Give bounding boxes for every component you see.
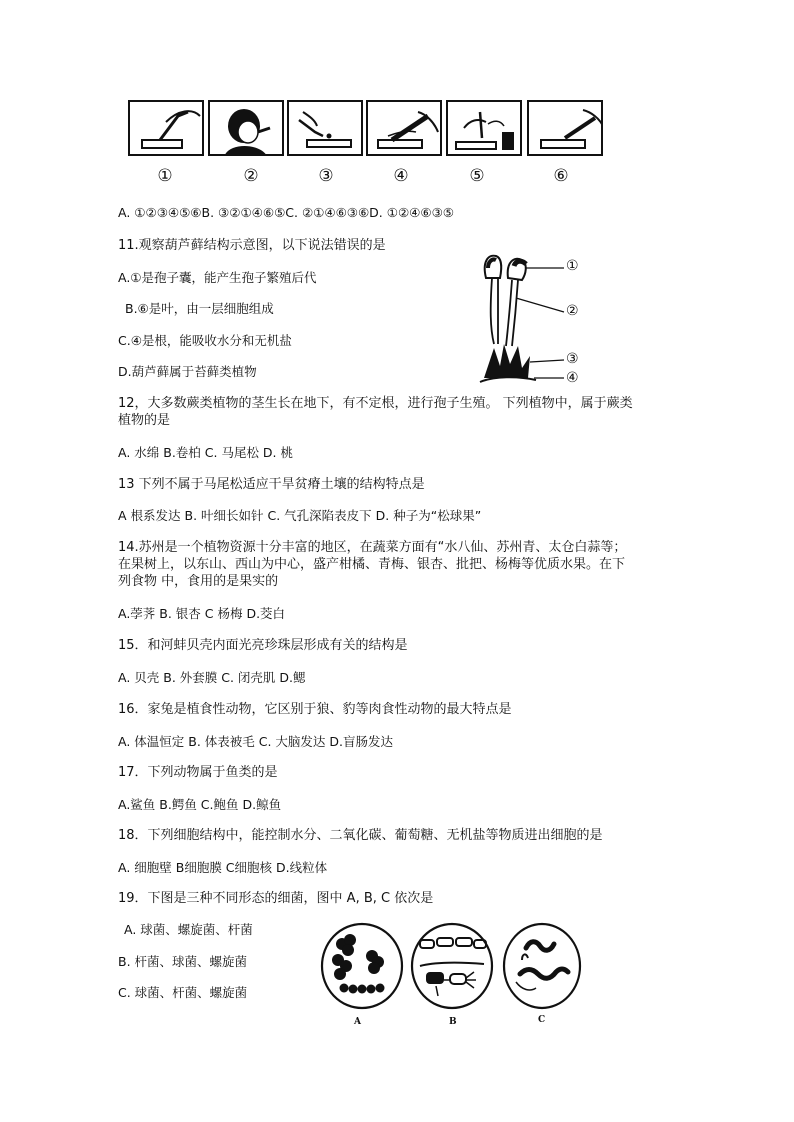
q19-option-c: C. 球菌、杆菌、螺旋菌 xyxy=(118,985,248,1000)
tweezers-slide-illustration xyxy=(130,102,204,156)
panel-label-5: ⑤ xyxy=(469,166,485,186)
coverslip-illustration xyxy=(368,102,442,156)
q16-options: A. 体温恒定 B. 体表被毛 C. 大脑发达 D.盲肠发达 xyxy=(118,734,393,749)
q12-stem-line2: 植物的是 xyxy=(118,413,171,428)
step-panel-3 xyxy=(287,100,363,156)
q14-stem-line2: 在果树上，以东山、西山为中心，盛产柑橘、青梅、银杏、批把、杨梅等优质水果。在下 xyxy=(118,557,626,572)
bacteria-label-a: A xyxy=(354,1017,361,1027)
q11-option-a: A.①是孢子囊，能产生孢子繁殖后代 xyxy=(118,270,317,285)
q11-option-c: C.④是根，能吸收水分和无机盐 xyxy=(118,333,292,348)
panel-label-3: ③ xyxy=(318,166,334,186)
panel-label-2: ② xyxy=(243,166,259,186)
q18-stem: 18．下列细胞结构中，能控制水分、二氧化碳、葡萄糖、无机盐等物质进出细胞的是 xyxy=(118,828,603,843)
q14-stem-line3: 列食物 中，食用的是果实的 xyxy=(118,574,279,589)
bacteria-cocci-illustration xyxy=(320,922,404,1012)
q13-stem: 13 下列不属于马尾松适应干旱贫瘠土壤的结构特点是 xyxy=(118,477,425,492)
moss-label-1: ① xyxy=(566,258,579,274)
q15-options: A. 贝壳 B. 外套膜 C. 闭壳肌 D.鳃 xyxy=(118,670,306,685)
q17-stem: 17．下列动物属于鱼类的是 xyxy=(118,765,278,780)
step-panel-1 xyxy=(128,100,204,156)
staining-illustration xyxy=(448,102,522,156)
q16-stem: 16．家兔是植食性动物，它区别于狼、豹等肉食性动物的最大特点是 xyxy=(118,702,512,717)
q19-option-b: B. 杆菌、球菌、螺旋菌 xyxy=(118,954,248,969)
step-panel-2 xyxy=(208,100,284,156)
q11-option-d: D.葫芦藓属于苔藓类植物 xyxy=(118,364,257,379)
q11-stem: 11.观察葫芦藓结构示意图，以下说法错误的是 xyxy=(118,238,386,253)
q11-option-b: B.⑥是叶，由一层细胞组成 xyxy=(125,301,274,316)
q12-options: A. 水绵 B.卷柏 C. 马尾松 D. 桃 xyxy=(118,445,293,460)
q14-options: A.荸荠 B. 银杏 C 杨梅 D.茭白 xyxy=(118,606,286,621)
panel-label-1: ① xyxy=(157,166,173,186)
person-scraping-cheek-illustration xyxy=(210,102,284,156)
bacteria-spirilla-illustration xyxy=(500,922,584,1012)
q12-stem-line1: 12，大多数蕨类植物的茎生长在地下，有不定根，进行孢子生殖。 下列植物中，属于蕨类 xyxy=(118,396,633,411)
q14-stem-line1: 14.苏州是一个植物资源十分丰富的地区，在蔬菜方面有“水八仙、苏州青、太仓白蒜等； xyxy=(118,540,627,555)
q13-options: A 根系发达 B. 叶细长如针 C. 气孔深陷表皮下 D. 种子为“松球果” xyxy=(118,508,482,523)
moss-label-4: ④ xyxy=(566,370,579,386)
q18-options: A. 细胞壁 B细胞膜 C细胞核 D.线粒体 xyxy=(118,860,328,875)
bacteria-bacilli-illustration xyxy=(410,922,494,1012)
moss-label-3: ③ xyxy=(566,351,579,367)
dropper-slide-illustration xyxy=(289,102,363,156)
panel-label-4: ④ xyxy=(393,166,409,186)
step-panel-6 xyxy=(527,100,603,156)
step-panel-5 xyxy=(446,100,522,156)
q19-stem: 19．下图是三种不同形态的细菌，图中 A, B, C 依次是 xyxy=(118,891,434,906)
moss-label-2: ② xyxy=(566,303,579,319)
panel-label-6: ⑥ xyxy=(553,166,569,186)
q10-options: A. ①②③④⑤⑥B. ③②①④⑥⑤C. ②①④⑥③⑥D. ①②④⑥③⑤ xyxy=(118,205,454,220)
bacteria-label-b: B xyxy=(449,1017,457,1027)
step-panel-4 xyxy=(366,100,442,156)
q15-stem: 15．和河蚌贝壳内面光亮珍珠层形成有关的结构是 xyxy=(118,638,408,653)
q17-options: A.鲨鱼 B.鳄鱼 C.鲍鱼 D.鲸鱼 xyxy=(118,797,282,812)
q19-option-a: A. 球菌、螺旋菌、杆菌 xyxy=(124,922,253,937)
absorbent-paper-illustration xyxy=(529,102,603,156)
bacteria-label-c: C xyxy=(538,1015,546,1025)
